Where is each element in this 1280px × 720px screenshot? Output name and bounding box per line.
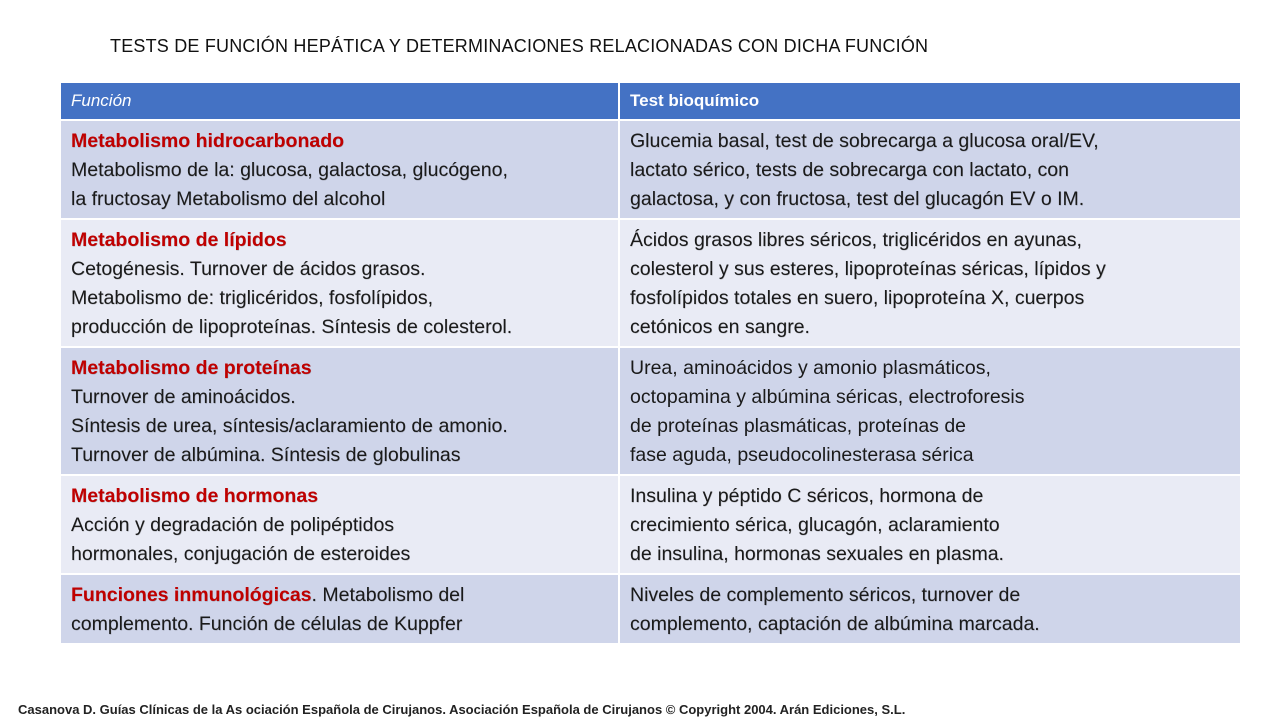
function-line: la fructosay Metabolismo del alcohol bbox=[71, 188, 386, 210]
function-heading: Metabolismo de hormonas bbox=[71, 485, 319, 507]
test-line: fosfolípidos totales en suero, lipoproteína X, cuerpos bbox=[630, 287, 1085, 309]
liver-function-table bbox=[59, 81, 1242, 645]
header-funcion: Función bbox=[60, 82, 619, 120]
function-cell bbox=[60, 347, 619, 475]
function-line: Metabolismo de: triglicéridos, fosfolípidos, bbox=[71, 287, 433, 309]
test-line: de insulina, hormonas sexuales en plasma. bbox=[630, 543, 1004, 565]
test-line: colesterol y sus esteres, lipoproteínas séricas, lípidos y bbox=[630, 258, 1106, 280]
test-cell bbox=[619, 347, 1241, 475]
function-line: producción de lipoproteínas. Síntesis de colesterol. bbox=[71, 316, 513, 338]
test-line: Niveles de complemento séricos, turnover de bbox=[630, 584, 1021, 606]
function-cell bbox=[60, 574, 619, 644]
function-line: Metabolismo de la: glucosa, galactosa, glucógeno, bbox=[71, 159, 508, 181]
test-cell bbox=[619, 120, 1241, 219]
function-line: complemento. Función de células de Kuppfer bbox=[71, 613, 463, 635]
table-row bbox=[60, 219, 1241, 347]
test-line: Ácidos grasos libres séricos, triglicéridos en ayunas, bbox=[630, 229, 1082, 251]
test-line: complemento, captación de albúmina marcada. bbox=[630, 613, 1040, 635]
test-cell bbox=[619, 475, 1241, 574]
page-title: TESTS DE FUNCIÓN HEPÁTICA Y DETERMINACIONES RELACIONADAS CON DICHA FUNCIÓN bbox=[110, 36, 929, 56]
function-cell bbox=[60, 219, 619, 347]
function-line: Cetogénesis. Turnover de ácidos grasos. bbox=[71, 258, 426, 280]
test-line: Insulina y péptido C séricos, hormona de bbox=[630, 485, 984, 507]
function-heading: Metabolismo de proteínas bbox=[71, 357, 312, 379]
test-line: lactato sérico, tests de sobrecarga con lactato, con bbox=[630, 159, 1069, 181]
function-heading: Metabolismo hidrocarbonado bbox=[71, 130, 345, 152]
test-cell bbox=[619, 574, 1241, 644]
function-line: hormonales, conjugación de esteroides bbox=[71, 543, 411, 565]
function-line bbox=[71, 581, 608, 610]
test-line: de proteínas plasmáticas, proteínas de bbox=[630, 415, 967, 437]
test-line: crecimiento sérica, glucagón, aclaramiento bbox=[630, 514, 1000, 536]
function-heading-suffix: . Metabolismo del bbox=[311, 584, 465, 606]
function-line: Turnover de aminoácidos. bbox=[71, 386, 296, 408]
function-line: Acción y degradación de polipéptidos bbox=[71, 514, 395, 536]
function-heading: Metabolismo de lípidos bbox=[71, 229, 287, 251]
function-cell bbox=[60, 120, 619, 219]
citation-footer: Casanova D. Guías Clínicas de la As ociación Española de Cirujanos. Asociación Española de Cirujanos © Copyright 2004. Arán Ediciones, S.L. bbox=[18, 702, 906, 717]
function-cell bbox=[60, 475, 619, 574]
table-row bbox=[60, 574, 1241, 644]
test-line: cetónicos en sangre. bbox=[630, 316, 810, 338]
table-header-row bbox=[60, 82, 1241, 120]
header-test-bioquimico: Test bioquímico bbox=[619, 82, 1241, 120]
test-line: octopamina y albúmina séricas, electroforesis bbox=[630, 386, 1025, 408]
test-cell bbox=[619, 219, 1241, 347]
table-row bbox=[60, 475, 1241, 574]
table-row bbox=[60, 120, 1241, 219]
test-line: Urea, aminoácidos y amonio plasmáticos, bbox=[630, 357, 991, 379]
function-line: Síntesis de urea, síntesis/aclaramiento de amonio. bbox=[71, 415, 508, 437]
test-line: galactosa, y con fructosa, test del glucagón EV o IM. bbox=[630, 188, 1085, 210]
test-line: Glucemia basal, test de sobrecarga a glucosa oral/EV, bbox=[630, 130, 1099, 152]
test-line: fase aguda, pseudocolinesterasa sérica bbox=[630, 444, 974, 466]
function-heading: Funciones inmunológicas bbox=[71, 584, 312, 606]
function-line: Turnover de albúmina. Síntesis de globulinas bbox=[71, 444, 461, 466]
table-row bbox=[60, 347, 1241, 475]
